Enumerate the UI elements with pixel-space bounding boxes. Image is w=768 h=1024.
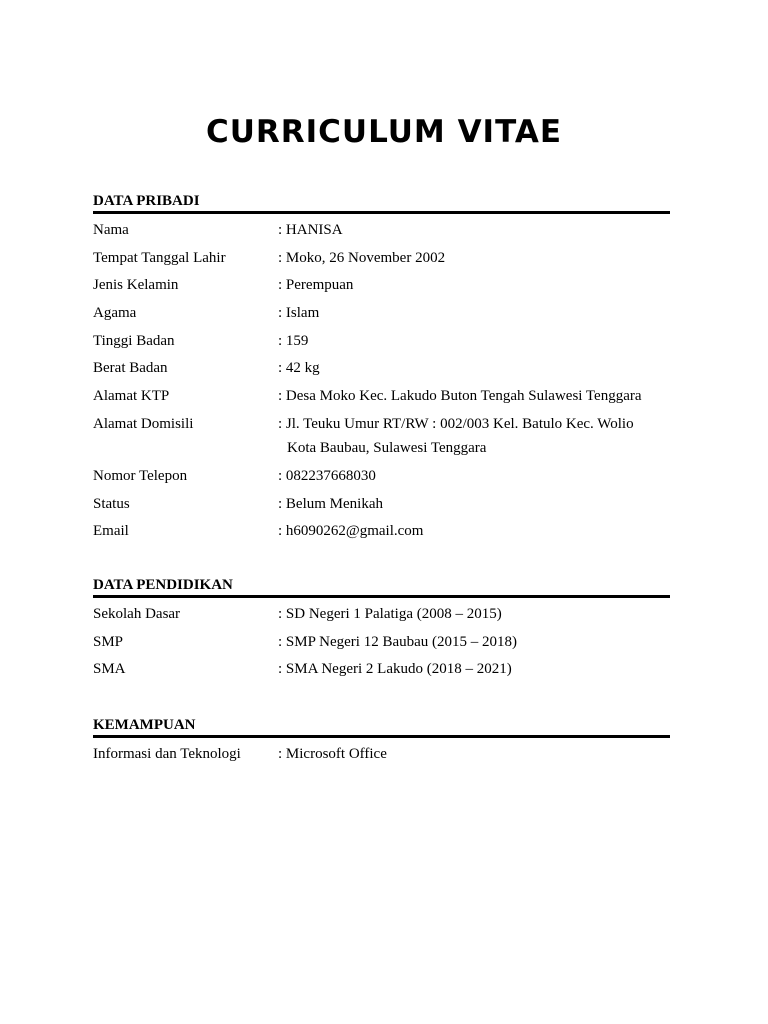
field-row-tinggi-badan xyxy=(93,329,670,354)
section-divider xyxy=(93,735,670,738)
field-label: SMP xyxy=(93,633,124,650)
field-value: : Islam xyxy=(278,305,320,322)
field-value: : Belum Menikah xyxy=(278,495,383,512)
field-row-alamat-ktp xyxy=(93,384,670,409)
field-label: Nama xyxy=(93,222,129,238)
field-value: : Microsoft Office xyxy=(278,746,387,762)
field-value: : 159 xyxy=(278,332,309,349)
field-label: Sekolah Dasar xyxy=(93,606,181,622)
field-label: Status xyxy=(93,495,130,512)
field-row-tempat-tanggal-lahir xyxy=(93,246,670,271)
field-row-sma xyxy=(93,657,670,682)
field-value: : h6090262@gmail.com xyxy=(278,523,424,540)
field-value-multiline xyxy=(278,412,670,461)
field-label: Informasi dan Teknologi xyxy=(93,746,241,762)
field-row-informasi-teknologi xyxy=(93,742,670,767)
field-value: : 082237668030 xyxy=(278,468,376,484)
section-heading: DATA PRIBADI xyxy=(93,193,200,209)
field-row-berat-badan xyxy=(93,356,670,381)
page-title: CURRICULUM VITAE xyxy=(205,114,563,150)
field-row-email xyxy=(93,519,670,544)
field-label: Alamat Domisili xyxy=(93,415,194,432)
field-row-agama xyxy=(93,301,670,326)
field-label: Jenis Kelamin xyxy=(93,277,179,294)
section-divider xyxy=(93,595,670,598)
field-value: : SMP Negeri 12 Baubau (2015 – 2018) xyxy=(278,633,518,650)
field-label: Tinggi Badan xyxy=(93,332,175,349)
field-value: : 42 kg xyxy=(278,360,320,377)
field-row-status xyxy=(93,492,670,517)
field-value: : HANISA xyxy=(278,222,343,238)
field-row-smp xyxy=(93,630,670,655)
field-label: Email xyxy=(93,523,129,540)
field-value-continuation: Kota Baubau, Sulawesi Tenggara xyxy=(287,440,487,457)
section-heading: KEMAMPUAN xyxy=(93,717,196,733)
field-value: : Jl. Teuku Umur RT/RW : 002/003 Kel. Batulo Kec. Wolio xyxy=(278,415,634,432)
field-value: : Perempuan xyxy=(278,277,354,294)
field-row-nomor-telepon xyxy=(93,464,670,489)
field-row-alamat-domisili xyxy=(93,412,670,461)
field-row-nama xyxy=(93,218,670,243)
section-data-pribadi xyxy=(93,192,670,547)
field-label: Alamat KTP xyxy=(93,388,170,405)
field-label: Agama xyxy=(93,305,137,322)
field-value: : SD Negeri 1 Palatiga (2008 – 2015) xyxy=(278,606,502,622)
field-label: SMA xyxy=(93,661,126,678)
field-label: Nomor Telepon xyxy=(93,468,188,484)
field-row-jenis-kelamin xyxy=(93,273,670,298)
section-kemampuan xyxy=(93,716,670,770)
field-value: : SMA Negeri 2 Lakudo (2018 – 2021) xyxy=(278,661,512,678)
field-label: Berat Badan xyxy=(93,360,168,377)
field-value: : Desa Moko Kec. Lakudo Buton Tengah Sulawesi Tenggara xyxy=(278,388,642,405)
section-divider xyxy=(93,211,670,214)
field-value: : Moko, 26 November 2002 xyxy=(278,249,446,266)
section-data-pendidikan xyxy=(93,576,670,685)
field-row-sekolah-dasar xyxy=(93,602,670,627)
section-heading: DATA PENDIDIKAN xyxy=(93,577,233,593)
field-label: Tempat Tanggal Lahir xyxy=(93,249,226,266)
